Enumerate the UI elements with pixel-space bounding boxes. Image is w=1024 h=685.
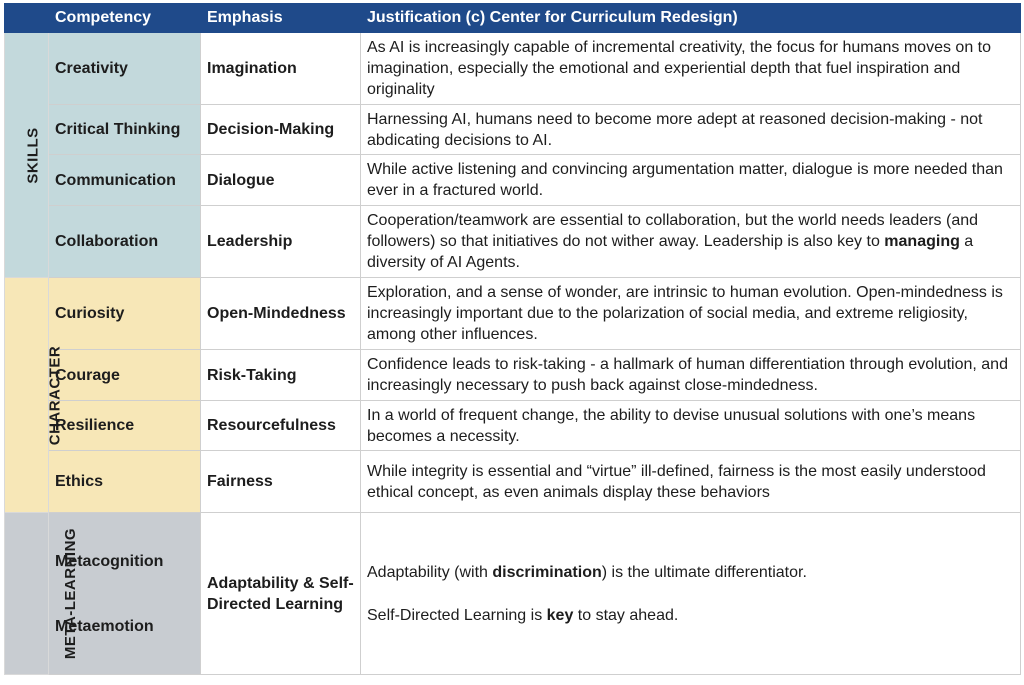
header-category bbox=[5, 4, 49, 33]
table-row bbox=[5, 105, 1021, 155]
justification-text: ) is the ultimate differentiator. bbox=[601, 563, 807, 581]
header-emphasis: Emphasis bbox=[201, 4, 361, 33]
emphasis-cell: Decision-Making bbox=[201, 105, 361, 155]
competency-cell: Collaboration bbox=[49, 206, 201, 278]
category-meta-learning bbox=[5, 513, 80, 675]
justification-cell: Exploration, and a sense of wonder, are intrinsic to human evolution. Open-mindedness is increasingly important due to the polarization of social media, and extreme religiosity, among other influences. bbox=[361, 278, 1021, 350]
justification-cell: While active listening and convincing argumentation matter, dialogue is more needed than ever in a fractured world. bbox=[361, 155, 1021, 206]
justification-bold: managing bbox=[884, 233, 960, 250]
competency-table-container bbox=[4, 3, 1020, 678]
justification-cell: Confidence leads to risk-taking - a hallmark of human differentiation through evolution, and increasingly necessary to push back against close-mindedness. bbox=[361, 350, 1021, 401]
emphasis-cell: Dialogue bbox=[201, 155, 361, 206]
category-skills bbox=[5, 33, 49, 278]
competency-cell: Courage bbox=[49, 350, 201, 401]
competency-cell: Curiosity bbox=[49, 278, 201, 350]
category-label-skills: SKILLS bbox=[24, 126, 42, 184]
justification-cell: While integrity is essential and “virtue” ill-defined, fairness is the most easily understood ethical concept, as even animals display these behaviors bbox=[361, 451, 1021, 513]
table-row bbox=[5, 33, 1021, 105]
emphasis-cell: Imagination bbox=[201, 33, 361, 105]
justification-cell bbox=[361, 206, 1021, 278]
table-row bbox=[5, 278, 1021, 350]
table-row bbox=[5, 513, 1021, 675]
header-competency: Competency bbox=[49, 4, 201, 33]
justification-text: to stay ahead. bbox=[573, 606, 679, 624]
justification-text: Self-Directed Learning is bbox=[367, 606, 547, 624]
justification-bold: discrimination bbox=[492, 563, 602, 581]
category-label-character: CHARACTER bbox=[46, 345, 64, 445]
emphasis-cell: Resourcefulness bbox=[201, 401, 361, 451]
justification-cell bbox=[361, 513, 1021, 675]
emphasis-cell: Fairness bbox=[201, 451, 361, 513]
justification-line bbox=[367, 562, 1014, 583]
table-row bbox=[5, 401, 1021, 451]
justification-cell: Harnessing AI, humans need to become more adept at reasoned decision-making - not abdicating decisions to AI. bbox=[361, 105, 1021, 155]
table-row bbox=[5, 350, 1021, 401]
justification-cell: In a world of frequent change, the ability to devise unusual solutions with one’s means becomes a necessity. bbox=[361, 401, 1021, 451]
emphasis-cell: Leadership bbox=[201, 206, 361, 278]
competency-cell: Ethics bbox=[49, 451, 201, 513]
competency-cell: Creativity bbox=[49, 33, 201, 105]
table-row bbox=[5, 206, 1021, 278]
competency-cell: Communication bbox=[49, 155, 201, 206]
justification-text: Cooperation/teamwork are essential to collaboration, but the world needs leaders (and followers) so that initiatives do not wither away. Leadership is also key to bbox=[367, 212, 979, 250]
competency-table bbox=[4, 3, 1021, 675]
justification-cell: As AI is increasingly capable of incremental creativity, the focus for humans moves on to imagination, especially the emotional and experiential depth that fuel inspiration and originality bbox=[361, 33, 1021, 105]
table-row bbox=[5, 451, 1021, 513]
emphasis-cell: Open-Mindedness bbox=[201, 278, 361, 350]
competency-cell: Resilience bbox=[49, 401, 201, 451]
category-label-meta-learning: META-LEARNING bbox=[62, 527, 80, 660]
competency-cell: Critical Thinking bbox=[49, 105, 201, 155]
justification-line bbox=[367, 605, 1014, 626]
emphasis-cell: Risk-Taking bbox=[201, 350, 361, 401]
justification-text: Adaptability (with bbox=[367, 563, 493, 581]
emphasis-cell: Adaptability & Self-Directed Learning bbox=[201, 513, 361, 675]
justification-text: a diversity of AI Agents. bbox=[367, 233, 974, 271]
table-row bbox=[5, 155, 1021, 206]
header-justification: Justification (c) Center for Curriculum Redesign) bbox=[361, 4, 1021, 33]
justification-bold: key bbox=[546, 606, 574, 624]
competency-metaemotion: Metaemotion bbox=[55, 617, 154, 635]
category-character bbox=[5, 278, 64, 513]
competency-metacognition: Metacognition bbox=[55, 552, 164, 570]
header-row bbox=[5, 4, 1021, 33]
